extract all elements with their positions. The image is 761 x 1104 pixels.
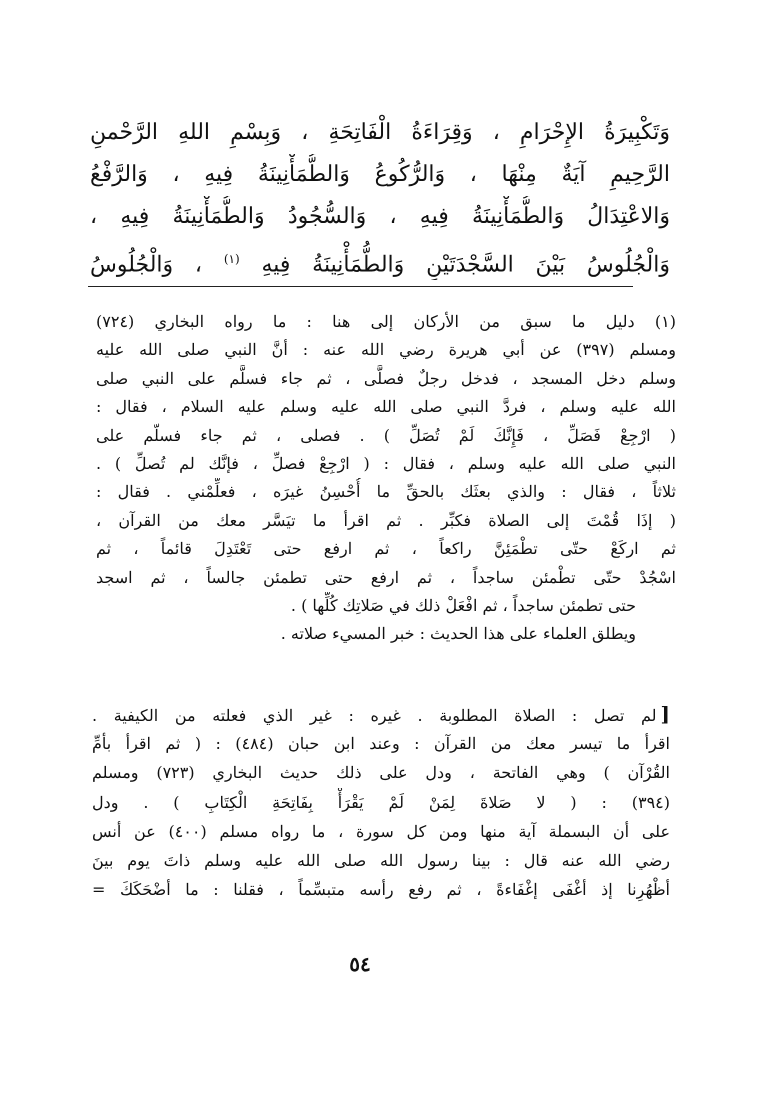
main-text-line: الرَّحِيمِ آيَةٌ مِنْهَا ، وَالرُّكُوعُ وَالطُّمَأْنِينَةُ فِيهِ ، وَالرَّفْعُ [90,162,670,187]
footnote-line: وسلم دخل المسجد ، فدخل رجلٌ فصلَّى ، ثم جاء فسلَّم على النبي صلى [96,368,676,388]
main-text-segment: ، وَالْجُلُوسُ [90,252,203,278]
bracket-mark: [ [660,702,670,726]
footnote-line: حتى تطمئن ساجداً ، ثم افْعَلْ ذلك في صَلاتِك كُلِّها ) . [290,595,636,615]
glossary-line: القُرْآن ) وهي الفاتحة ، ودل على ذلك حديث البخاري (٧٢٣) ومسلم [92,763,670,783]
main-text-line: وَالاعْتِدَالُ وَالطُّمَأْنِينَةُ فِيهِ ، وَالسُّجُودُ وَالطُّمَأْنِينَةُ فِيهِ ، [90,204,670,229]
page-number: ٥٤ [349,952,371,976]
footnote [96,308,676,649]
footnote-line: (١) دليل ما سبق من الأركان إلى هنا : ما رواه البخاري (٧٢٤) [96,312,676,331]
glossary-line: رضي الله عنه قال : بينا رسول الله صلى الله عليه وسلم ذاتَ يوم بينَ [92,850,670,870]
main-text [90,112,670,280]
glossary-notes [92,700,670,904]
glossary-line: على أن البسملة آية منها ومن كل سورة ، ما رواه مسلم (٤٠٠) عن أنس [92,821,670,841]
footnote-line: ثلاثاً ، فقال : والذي بعثَك بالحقِّ ما أُحْسِنُ غيرَه ، فعلِّمْني . فقال : [96,482,676,502]
footnote-line: النبي صلى الله عليه وسلم ، فقال : ( ارْجِعْ فصلِّ ، فإنَّك لم تُصلِّ ) . [96,453,676,473]
footnote-marker: (١) [223,252,240,266]
glossary-text: لم تصل : الصلاة المطلوبة . غيره : غير الذي فعلته من الكيفية . [92,706,657,725]
footnote-line: ومسلم (٣٩٧) عن أبي هريرة رضي الله عنه : أنَّ النبي صلى الله عليه [96,340,676,360]
glossary-line: اقرأ ما تيسر معك من القرآن : وعند ابن حبان (٤٨٤) : ( ثم اقرأ بأمِّ [92,734,670,754]
main-text-line [90,238,670,280]
main-text-segment: وَالْجُلُوسُ بَيْنَ السَّجْدَتَيْنِ وَالطُّمَأْنِينَةُ فِيهِ [261,252,670,278]
footnote-line: الله عليه وسلم ، فردَّ النبي صلى الله عليه وسلم عليه السلام ، فقال : [96,397,676,417]
footnote-line: ويطلق العلماء على هذا الحديث : خبر المسيء صلاته . [280,624,636,644]
footnote-line: ( ارْجِعْ فَصَلِّ ، فَإِنَّكَ لَمْ تُصَلِّ ) . فصلى ، ثم جاء فسلّم على [96,425,676,445]
footnote-line: ( إذَا قُمْتَ إلى الصلاة فكبِّر . ثم اقرأ ما تيَسَّر معك من القرآن ، [96,510,676,530]
footnote-divider [88,286,633,287]
glossary-line [92,700,670,729]
footnote-line: اسْجُدْ حتّى تطْمئن ساجداً ، ثم ارفع حتى تطمئن جالساً ، ثم اسجد [96,567,676,587]
glossary-line: (٣٩٤) : ( لا صَلاةَ لِمَنْ لَمْ يَقْرَأْ بِفَاتِحَةِ الْكِتَابِ ) . ودل [92,792,670,812]
glossary-line: أظْهُرِنا إذ أغْفَى إغْفَاءةً ، ثم رفع رأسه متبسِّماً ، فقلنا : ما أضْحَكَكَ = [92,880,670,900]
footnote-line: ثم اركَعْ حتّى تطْمَئِنَّ راكعاً ، ثم ارفع حتى تَعْتَدِلَ قائماً ، ثم [96,539,676,559]
main-text-line: وَتَكْبِيرَةُ الإِحْرَامِ ، وَقِرَاءَةُ الْفَاتِحَةِ ، وَبِسْمِ اللهِ الرَّحْمنِ [90,120,670,145]
